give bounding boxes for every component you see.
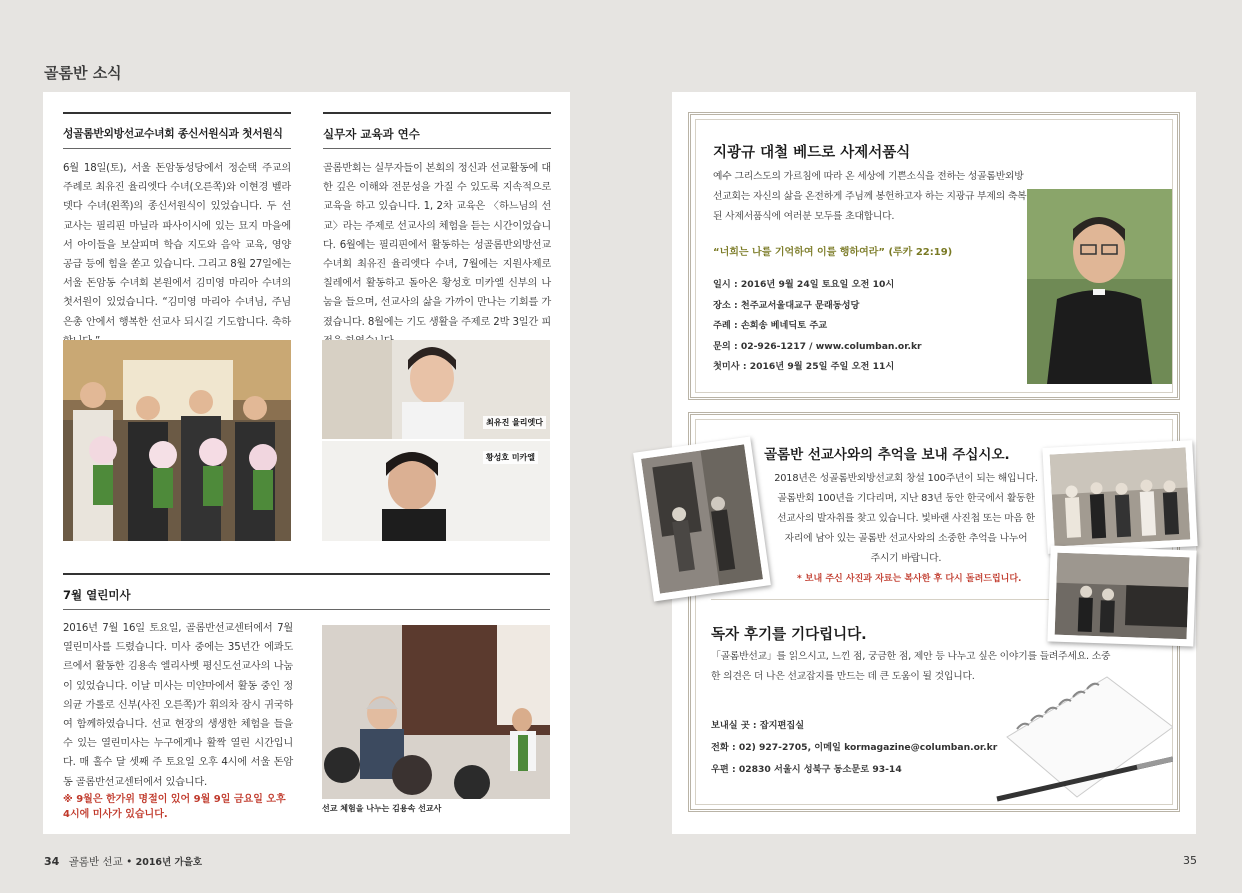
memories-line: 골롬반회 100년을 기다리며, 지난 83년 동안 한국에서 활동한 [777,493,1035,504]
mass-photo [322,625,550,799]
info-date: 일시 : 2016년 9월 24일 토요일 오전 10시 [713,279,895,290]
priest-portrait [1027,189,1172,384]
address-line: 보내실 곳 : 잡지편집실 [711,720,805,731]
article-mass [63,573,550,620]
memories-title: 골롬반 선교사와의 추억을 보내 주십시오. [764,447,1010,463]
divider [323,148,551,149]
article-title: 실무자 교육과 연수 [323,112,551,148]
notebook-pen-illustration [987,667,1173,807]
mass-photo-image [322,625,550,799]
memories-body [751,469,1061,569]
archive-photo-2-image [1050,448,1191,547]
footer-separator: • [126,856,136,868]
notebook-icon [987,667,1173,807]
reader-body: 「골롬반선교」를 읽으시고, 느낀 점, 궁금한 점, 제안 등 나누고 싶은 이야기를 들려주세요. 소중한 의견은 더 나은 선교잡지를 만드는 데 큰 도움이 될 것입니다. [711,651,1111,682]
ordination-body: 예수 그리스도의 가르침에 따라 온 세상에 기쁜소식을 전하는 성골롬반외방선교회는 자신의 삶을 온전하게 주님께 봉헌하고자 하는 지광규 부제의 축복된 사제서품식에 여러분 모두를 초대합니다. [713,171,1027,222]
memories-line: 2018년은 성골롬반외방선교회 창설 100주년이 되는 해입니다. [774,473,1038,484]
photo-caption: 최유진 율리엣다 [483,416,546,429]
divider [63,609,550,610]
article-title: 성골롬반외방선교수녀회 종신서원식과 첫서원식 [63,112,291,148]
memories-line: 주시기 바랍니다. [870,553,942,564]
issue-name: 2016년 가을호 [135,857,203,868]
address-line: 전화 : 02) 927-2705, 이메일 kormagazine@columban.or.kr [711,742,998,753]
ordination-info [713,275,922,378]
memories-line: 자리에 남아 있는 골롬반 선교사와의 소중한 추억을 나누어 [784,533,1028,544]
archive-photo-3-image [1055,553,1190,640]
footer-left [44,854,202,869]
reader-title: 독자 후기를 기다립니다. [711,627,867,643]
archive-photo-3 [1047,545,1196,646]
info-first-mass: 첫미사 : 2016년 9월 25일 주일 오전 11시 [713,361,895,372]
ordination-title: 지광규 대철 베드로 사제서품식 [713,145,911,161]
archive-photo-1 [633,437,771,602]
memories-note: * 보내 주신 사진과 자료는 복사한 후 다시 돌려드립니다. [797,574,1022,584]
article-body: 6월 18일(토), 서울 돈암동성당에서 정순택 주교의 주례로 최유진 율리엣다 수녀(오른쪽)와 이현경 벨라뎃다 수녀(왼쪽)의 종신서원식이 있었습니다. 두 선교사는 필리핀 마닐라 파사이시에 있는 묘지 마을에서 아이들을 보살피며 학습 지도와 음악 교육, 영양 공급 등에 힘을 쏟고 있습니다. 그리고 8월 27일에는 서울 돈암동 수녀회 본원에서 김미영 마리아 수녀의 첫서원이 있었습니다. “김미영 마리아 수녀님, 주님 은총 안에서 행복한 선교사 되시길 기도합니다. 축하 [63,163,291,328]
article-body: 골롬반회는 실무자들이 본회의 정신과 선교활동에 대한 깊은 이해와 전문성을 가질 수 있도록 지속적으로 교육을 하고 있습니다. 1, 2차 교육은 〈하느님의 선교〉라는 주제로 선교사의 체험을 듣는 시간이었습니다. 6월에는 필리핀에서 활동하는 성골롬반외방선교수녀회 최유진 율리엣다 수녀, 7월에는 지원사제로 칠레에서 활동하고 돌아온 황성호 미카엘 신부의 나눔을 들으며, 선교사의 삶을 가까이 만나는 기회를 가졌습니다. 8월에는 기도 생활을 주제로 2박 3일간 피 [323,163,551,328]
article-title: 7월 열린미사 [63,573,550,609]
photo-caption: 황성호 미카엘 [483,451,538,464]
info-place: 장소 : 천주교서울대교구 문래동성당 [713,299,860,311]
priest-portrait-image [1027,189,1172,384]
magazine-name: 골롬반 선교 [68,856,123,868]
page-number-left: 34 [44,855,60,868]
archive-photo-2 [1042,440,1197,554]
article-body: 2016년 7월 16일 토요일, 골롬반선교센터에서 7월 열린미사를 드렸습니다. 미사 중에는 35년간 에콰도르에서 활동한 김용속 엘리사벳 평신도선교사의 나눔이 있었습니다. 이날 미사는 미얀마에서 활동 중인 정의균 가롤로 신부(사진 오른쪽)가 휘의차 잠시 귀국하여 함께하였습니다. 선교 현장의 생생한 체험을 들을 수 있는 열린미사는 누구에게나 활짝 열린 시간입니다. 매 홀수 달 셋째 주 토요일 오후 4시에 서울 돈암동 골롬반선교센터에서 있습니다. [63,623,293,788]
article-vows [63,112,291,351]
info-celebrant: 주례 : 손희송 베네딕토 주교 [713,320,828,331]
section-label: 골롬반 소식 [44,64,122,82]
divider [63,148,291,149]
training-photo-2 [322,441,550,541]
ordination-frame [688,112,1180,400]
article-note: ※ 9월은 한가위 명절이 있어 9월 9일 금요일 오후 4시에 미사가 있습니다. [63,793,286,820]
address-line: 우편 : 02830 서울시 성북구 동소문로 93-14 [711,764,902,775]
ordination-quote: “너희는 나를 기억하여 이를 행하여라” (루카 22:19) [713,247,953,258]
archive-photo-1-image [641,444,763,593]
left-page [43,92,570,834]
article-training [323,112,551,351]
photo-caption: 선교 체험을 나누는 김용속 선교사 [322,804,442,813]
memories-line: 선교사의 발자취를 찾고 있습니다. 빛바랜 사진첩 또는 마음 한 [777,513,1035,524]
vows-photo [63,340,291,541]
info-contact: 문의 : 02-926-1217 / www.columban.or.kr [713,340,922,352]
reader-address [711,715,997,781]
article-mass-text [63,619,293,822]
page-number-right: 35 [1183,854,1197,867]
vows-photo-image [63,340,291,541]
training-photo-1 [322,340,550,439]
